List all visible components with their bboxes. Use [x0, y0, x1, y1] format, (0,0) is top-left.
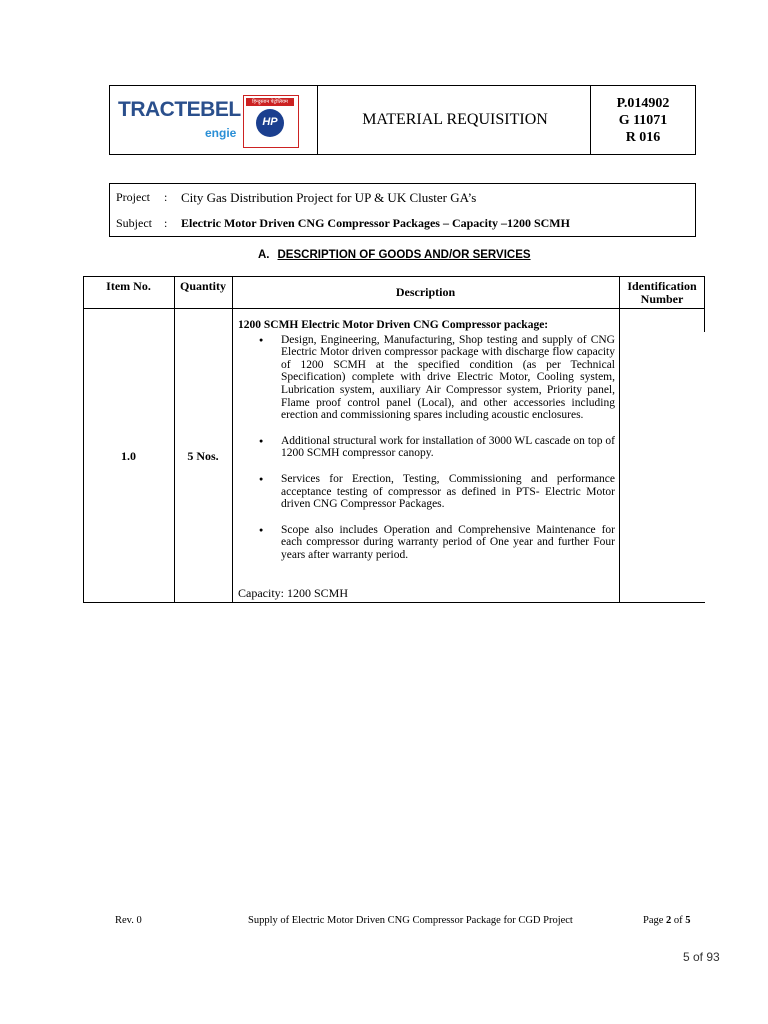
list-item: ● Scope also includes Operation and Comprehensive Maintenance for each compressor during warranty period of One year and further Four years after warranty period. [281, 524, 615, 562]
list-item: ● Additional structural work for installation of 3000 WL cascade on top of 1200 SCMH compressor canopy. [281, 435, 615, 460]
engie-logo: engie [205, 126, 237, 140]
footer-page-prefix: Page [643, 915, 667, 926]
section-letter: A. [258, 249, 270, 261]
header-quantity: Quantity [179, 279, 226, 293]
document-number-cell [590, 86, 695, 154]
cell-item-no: 1.0 [121, 449, 136, 463]
table-col-divider-2 [232, 276, 233, 603]
section-title: DESCRIPTION OF GOODS AND/OR SERVICES [277, 249, 531, 261]
table-col-divider-3 [619, 276, 620, 603]
table-col-divider-1 [174, 276, 175, 603]
table-border-top [83, 276, 705, 277]
subject-value: Electric Motor Driven CNG Compressor Packages – Capacity –1200 SCMH [181, 216, 570, 230]
table-header-divider [83, 308, 705, 309]
hp-logo-text: HP [262, 116, 278, 128]
project-colon: : [164, 190, 168, 204]
project-info-box [109, 183, 696, 237]
footer-page-total: 5 [685, 915, 691, 926]
subject-label: Subject [116, 216, 152, 230]
subject-colon: : [164, 216, 168, 230]
description-lead: 1200 SCMH Electric Motor Driven CNG Compressor package: [238, 319, 549, 331]
section-heading [258, 249, 531, 261]
footer-page [643, 915, 691, 926]
doc-number-1: P.014902 [616, 95, 670, 111]
tractebel-logo: TRACTEBEL [118, 98, 241, 121]
doc-number-2: G 11071 [618, 112, 668, 128]
project-label: Project [116, 190, 150, 204]
table-border-bottom [83, 602, 705, 603]
footer-page-current: 2 [666, 915, 672, 926]
footer-title: Supply of Electric Motor Driven CNG Compressor Package for CGD Project [248, 915, 573, 926]
header-identification: Identification Number [627, 279, 697, 306]
logo-cell [110, 86, 318, 154]
document-title: MATERIAL REQUISITION [362, 111, 548, 128]
footer-rev: Rev. 0 [115, 915, 142, 926]
cell-quantity: 5 Nos. [187, 449, 219, 463]
list-item: ● Services for Erection, Testing, Commissioning and performance acceptance testing of compressor as defined in PTS- Electric Motor driven CNG Compressor Packages. [281, 473, 615, 511]
doc-number-3: R 016 [625, 129, 661, 145]
table-border-left [83, 276, 84, 603]
header-description: Description [395, 285, 456, 299]
cell-description [238, 319, 615, 575]
hp-logo [243, 95, 299, 148]
project-value: City Gas Distribution Project for UP & UK Cluster GA’s [181, 190, 477, 205]
hp-logo-banner: हिन्दुस्तान पेट्रोलियम [246, 98, 294, 106]
table-border-right [704, 276, 705, 332]
hp-logo-emblem [256, 109, 284, 137]
footer-page-mid: of [671, 915, 686, 926]
list-item: ● Design, Engineering, Manufacturing, Shop testing and supply of CNG Electric Motor driven compressor package with discharge flow capacity of 1200 SCMH at the specified condition (as per Technical Specification) complete with drive Electric Motor, Cooling system, Lubrication system, auxiliary Air Compressor system, Priority panel, Flame proof control panel (Local), and other accessories including erection and commissioning spares including acoustic enclosures. [281, 334, 615, 422]
header-item-no: Item No. [106, 279, 151, 293]
page-indicator: 5 of 93 [683, 950, 720, 964]
goods-table [83, 276, 705, 603]
document-header [109, 85, 696, 155]
description-bullets [238, 334, 615, 562]
capacity-text: Capacity: 1200 SCMH [238, 586, 348, 600]
